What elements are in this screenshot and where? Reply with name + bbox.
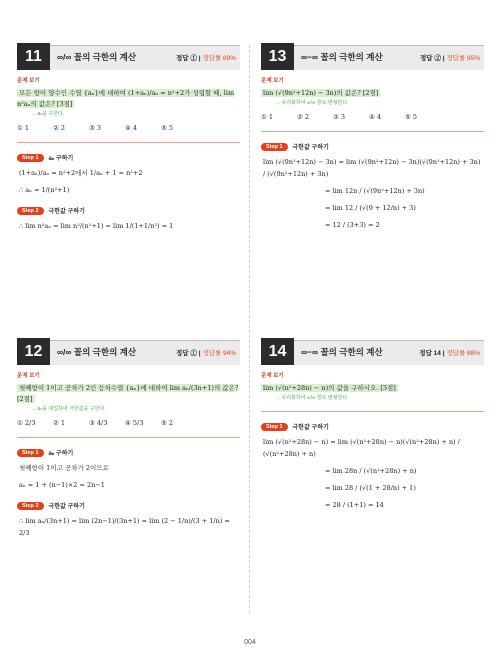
question-label: 문제 보기	[261, 78, 284, 84]
choice: ④ 4	[369, 113, 382, 121]
choice-list	[261, 113, 484, 121]
solution-line: = 28 / (1+1) = 14	[325, 501, 384, 509]
choice: ② 2	[53, 124, 66, 132]
divider	[17, 142, 240, 143]
question-text: 첫째항이 1이고 공차가 2인 등차수열 {aₙ}에 대하여 lim aₙ/(3n+1)의 값은? [2점]	[17, 384, 239, 403]
page-number: 004	[244, 639, 256, 646]
solution-line: lim (√(9n²+12n) − 3n) = lim (√(9n²+12n) − 3n)(√(9n²+12n) + 3n) / (√(9n²+12n) + 3n)	[263, 158, 481, 178]
answer-badge: 정답 ② | 정답률 95%	[420, 55, 480, 62]
problem-number: 13	[261, 43, 294, 70]
choice: ① 1	[261, 113, 274, 121]
solution-line: ∴ aₙ = 1/(n²+1)	[19, 186, 70, 194]
choice: ① 2/3	[17, 419, 36, 427]
solution-line: aₙ = 1 + (n−1)×2 = 2n−1	[19, 481, 105, 489]
solution-line: (1+aₙ)/aₙ = n²+2에서 1/aₙ + 1 = n²+2	[19, 169, 143, 177]
problem-title: ∞/∞ 꼴의 극한의 계산	[57, 347, 137, 357]
hint-text: → aₙ을 대입하여 극한값을 구한다.	[31, 406, 106, 412]
step-heading: Step 2 극한값 구하기	[17, 501, 240, 510]
hint-text: → 유리화하여 ∞/∞ 꼴로 변형한다.	[275, 395, 349, 401]
column-divider	[249, 45, 250, 613]
answer-badge: 정답 ① | 정답률 89%	[176, 55, 236, 62]
problem-header	[17, 45, 240, 70]
answer-badge: 정답 14 | 정답률 88%	[419, 350, 480, 357]
solution-line: = lim 28n / (√(n²+28n) + n)	[325, 467, 417, 475]
solution-line: ∴ lim n²aₙ = lim n²/(n²+1) = lim 1/(1+1/n²) = 1	[19, 222, 174, 230]
choice: ③ 3	[89, 124, 102, 132]
problem-11-card	[17, 45, 240, 232]
question-label: 문제 보기	[261, 373, 284, 379]
problem-14-card	[261, 340, 484, 511]
step-heading: Step 1 극한값 구하기	[261, 422, 484, 431]
problem-number: 12	[17, 338, 50, 365]
hint-text: → aₙ을 구한다.	[31, 111, 65, 117]
hint-text: → 유리화하여 ∞/∞ 꼴로 변형한다.	[275, 100, 349, 106]
choice: ② 2	[297, 113, 310, 121]
problem-header	[261, 340, 484, 365]
step-heading: Step 1 극한값 구하기	[261, 142, 484, 151]
choice: ⑤ 2	[161, 419, 174, 427]
problem-title: ∞−∞ 꼴의 극한의 계산	[301, 347, 383, 357]
question-text: 모든 항이 양수인 수열 {aₙ}에 대하여 (1+aₙ)/aₙ = n²+2가 성립할 때, lim n²aₙ의 값은? [3점]	[17, 89, 235, 108]
choice: ④ 4	[125, 124, 138, 132]
answer-badge: 정답 ① | 정답률 94%	[176, 350, 236, 357]
question-label: 문제 보기	[17, 373, 40, 379]
question-label: 문제 보기	[17, 78, 40, 84]
divider	[261, 131, 484, 132]
choice: ② 1	[53, 419, 66, 427]
divider	[261, 411, 484, 412]
choice-list	[17, 419, 240, 427]
choice: ④ 5/3	[125, 419, 144, 427]
problem-number: 14	[261, 338, 294, 365]
solution-line: 첫째항이 1이고 공차가 2이므로	[19, 464, 109, 472]
problem-number: 11	[17, 43, 50, 70]
choice-list	[17, 124, 240, 132]
problem-header	[261, 45, 484, 70]
problem-title: ∞/∞ 꼴의 극한의 계산	[57, 52, 137, 62]
choice: ⑤ 5	[405, 113, 418, 121]
problem-13-card	[261, 45, 484, 231]
problem-title: ∞−∞ 꼴의 극한의 계산	[301, 52, 383, 62]
solution-line: = lim 12 / (√(9 + 12/n) + 3)	[325, 204, 416, 212]
step-heading: Step 1 aₙ 구하기	[17, 153, 240, 162]
question-text: lim (√(n²+28n) − n)의 값을 구하시오. [3점]	[263, 384, 396, 392]
solution-line: ∴ lim aₙ/(3n+1) = lim (2n−1)/(3n+1) = lim (2 − 1/n)/(3 + 1/n) = 2/3	[19, 517, 230, 537]
step-heading: Step 2 극한값 구하기	[17, 206, 240, 215]
choice: ③ 4/3	[89, 419, 108, 427]
choice: ① 1	[17, 124, 30, 132]
question-text: lim (√(9n²+12n) − 3n)의 값은? [2점]	[263, 89, 379, 97]
problem-header	[17, 340, 240, 365]
choice: ⑤ 5	[161, 124, 174, 132]
problem-12-card	[17, 340, 240, 539]
divider	[17, 437, 240, 438]
solution-line: = 12 / (3+3) = 2	[325, 221, 380, 229]
step-heading: Step 1 aₙ 구하기	[17, 448, 240, 457]
solution-line: = lim 12n / (√(9n²+12n) + 3n)	[325, 187, 425, 195]
choice: ③ 3	[333, 113, 346, 121]
solution-line: = lim 28 / (√(1 + 28/n) + 1)	[325, 484, 416, 492]
solution-line: lim (√(n²+28n) − n) = lim (√(n²+28n) − n)(√(n²+28n) + n) / (√(n²+28n) + n)	[263, 438, 460, 458]
